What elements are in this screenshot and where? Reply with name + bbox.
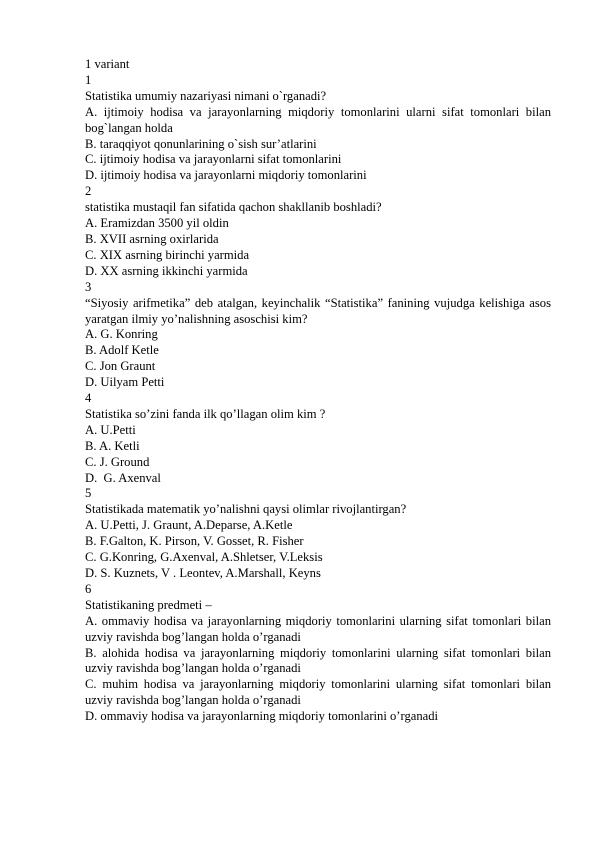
answer-option-d: D. Uilyam Petti: [85, 375, 165, 390]
question-5: [85, 486, 551, 581]
answer-option-a: A. ijtimoiy hodisa va jarayonlarning miqdoriy tomonlarini ularni sifat tomonlari bilan bog`langan holda: [85, 104, 551, 135]
answer-option-b: B. alohida hodisa va jarayonlarning miqdoriy tomonlarini ularning sifat tomonlari bilan uzviy ravishda bog’langan holda o’rganadi: [85, 645, 551, 676]
question-1: [85, 73, 551, 184]
question-number: 2: [85, 184, 92, 199]
answer-option-d: D. ijtimoiy hodisa va jarayonlarni miqdoriy tomonlarini: [85, 168, 367, 183]
answer-option-c: C. XIX asrning birinchi yarmida: [85, 247, 250, 262]
answer-option-c: C. G.Konring, G.Axenval, A.Shletser, V.Leksis: [85, 550, 323, 565]
answer-option-b: B. taraqqiyot qonunlarining o`sish sur’atlarini: [85, 136, 317, 151]
question-number: 5: [85, 486, 92, 501]
answer-option-d: D. S. Kuznets, V . Leontev, A.Marshall, Keyns: [85, 566, 321, 580]
question-number: 6: [85, 581, 92, 596]
answer-option-b: B. XVII asrning oxirlarida: [85, 231, 219, 246]
answer-option-d: D. ommaviy hodisa va jarayonlarning miqdoriy tomonlarini o’rganadi: [85, 709, 439, 724]
question-text: “Siyosiy arifmetika” deb atalgan, keyinchalik “Statistika” fanining vujudga kelishiga asos yaratgan ilmiy yo’nalishning asoschisi kim?: [85, 295, 551, 326]
question-text: statistika mustaqil fan sifatida qachon shakllanib boshladi?: [85, 200, 382, 215]
answer-option-b: B. F.Galton, K. Pirson, V. Gosset, R. Fisher: [85, 534, 304, 549]
answer-option-a: A. ommaviy hodisa va jarayonlarning miqdoriy tomonlarini ularning sifat tomonlari bilan uzviy ravishda bog’langan holda o’rganadi: [85, 613, 551, 644]
question-number: 3: [85, 279, 92, 294]
question-text: Statistikaning predmeti –: [85, 597, 212, 612]
test-document: [85, 57, 551, 725]
question-6: [85, 582, 551, 725]
question-text: Statistika umumiy nazariyasi nimani o`rganadi?: [85, 88, 327, 103]
answer-option-c: C. ijtimoiy hodisa va jarayonlarni sifat tomonlarini: [85, 152, 342, 167]
answer-option-c: C. J. Ground: [85, 454, 150, 469]
answer-option-a: A. U.Petti, J. Graunt, A.Deparse, A.Ketle: [85, 518, 293, 533]
answer-option-c: C. muhim hodisa va jarayonlarning miqdoriy tomonlarini ularning sifat tomonlari bilan uzviy ravishda bog’langan holda o’rganadi: [85, 677, 551, 708]
question-text: Statistikada matematik yo’nalishni qaysi olimlar rivojlantirgan?: [85, 502, 407, 517]
answer-option-d: D. G. Axenval: [85, 470, 161, 485]
answer-option-b: B. A. Ketli: [85, 438, 140, 453]
answer-option-a: A. Eramizdan 3500 yil oldin: [85, 216, 229, 231]
variant-title: 1 variant: [85, 57, 130, 71]
answer-option-a: A. G. Konring: [85, 327, 158, 342]
question-number: 4: [85, 391, 92, 406]
question-text: Statistika so’zini fanda ilk qo’llagan olim kim ?: [85, 406, 326, 421]
answer-option-b: B. Adolf Ketle: [85, 343, 159, 358]
question-number: 1: [85, 72, 92, 87]
question-4: [85, 391, 551, 486]
answer-option-d: D. XX asrning ikkinchi yarmida: [85, 263, 248, 278]
answer-option-c: C. Jon Graunt: [85, 359, 156, 374]
question-3: [85, 280, 551, 391]
answer-option-a: A. U.Petti: [85, 422, 136, 437]
question-2: [85, 184, 551, 279]
